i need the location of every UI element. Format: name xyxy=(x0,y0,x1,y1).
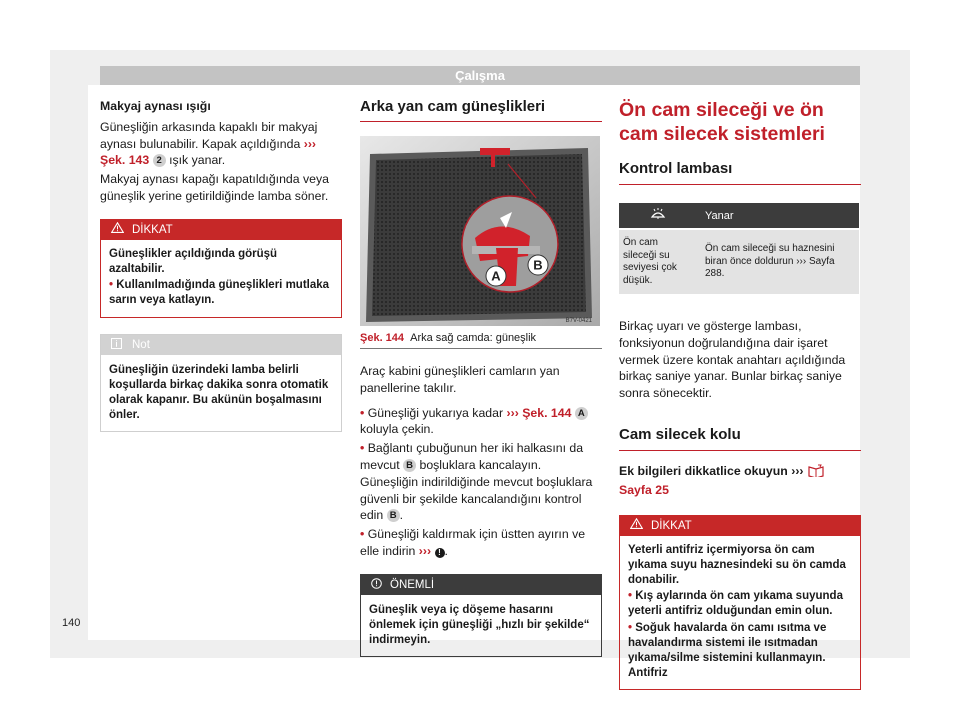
lamp-paragraph: Birkaç uyarı ve gösterge lambası, fonksiyonun doğrulandığına dair işaret vermek üzere kontak anahtarı açıldığında birkaç saniye yanar. Bunlar birkaç saniye sonra sönecektir. xyxy=(619,319,846,401)
column-1 xyxy=(100,98,342,432)
warning-body xyxy=(101,240,341,317)
bullet-icon: • xyxy=(109,279,114,292)
step-2: • Bağlantı çubuğunun her iki halkasını da mevcut B boşluklara kancalayın. Güneşliğin indirildiğinde mevcut boşluklara güvenli bir şekilde kancalandığını kontrol edin B . xyxy=(360,441,593,523)
warning-label: DİKKAT xyxy=(132,223,173,236)
figure-label-b: B xyxy=(533,257,543,273)
control-lamp-table xyxy=(619,203,859,294)
wiper-lever-subtitle: Cam silecek kolu xyxy=(619,426,861,451)
warning-header xyxy=(101,220,341,240)
page-number: 140 xyxy=(62,617,81,629)
figure-caption xyxy=(360,332,602,349)
sunshade-intro: Araç kabini güneşlikleri camların yan panellerine takılır. xyxy=(360,364,560,395)
step-text: Güneşliği kaldırmak için üstten ayırın ve elle indirin xyxy=(360,527,586,558)
caption-text: Arka sağ camda: güneşlik xyxy=(410,332,537,344)
reference-link[interactable]: ››› xyxy=(418,543,432,558)
washer-fluid-icon xyxy=(619,203,697,229)
bullet-icon: • xyxy=(628,590,633,603)
info-text: Ek bilgileri dikkatlice okuyun xyxy=(619,463,788,478)
caption-figure-number: Şek. 144 xyxy=(360,332,405,344)
table-header-status: Yanar xyxy=(697,203,859,229)
action-text: Ön cam sileceği su haznesini biran önce doldurun xyxy=(705,243,835,267)
additional-info-line xyxy=(619,463,861,499)
step-text: boşluklara kancalayın. Güneşliğin indirildiğinde mevcut boşluklara güvenli bir şekilde kancalandığını kontrol edin xyxy=(360,457,593,523)
callout-letter: B xyxy=(387,509,400,522)
column-2 xyxy=(360,98,602,657)
vanity-mirror-title: Makyaj aynası ışığı xyxy=(100,99,211,113)
callout-number: 2 xyxy=(153,154,166,167)
warning-bullet xyxy=(628,621,852,682)
bullet-icon: • xyxy=(360,405,365,420)
callout-letter: A xyxy=(575,407,588,420)
table-cell-action xyxy=(697,229,859,294)
important-header xyxy=(361,575,601,595)
important-box xyxy=(360,574,602,658)
note-body: Güneşliğin üzerindeki lamba belirli koşullarda birkaç dakika sonra otomatik olarak kapanır. Bu akünün boşalmasını önler. xyxy=(109,363,329,422)
step-1 xyxy=(360,405,602,439)
bullet-icon: • xyxy=(360,441,365,456)
warning-box xyxy=(100,219,342,318)
paragraph-text: ışık yanar. xyxy=(169,153,226,168)
table-header-row xyxy=(619,203,859,229)
page-reference-link[interactable]: Sayfa 25 xyxy=(619,482,669,497)
caution-circle-icon xyxy=(371,576,382,596)
step-text: Bağlantı çubuğunun her iki halkasını da mevcut xyxy=(360,441,584,472)
warning-bullet-text: Kış aylarında ön cam yıkama suyunda yeterli antifriz olduğundan emin olun. xyxy=(628,590,843,618)
warning-triangle-icon xyxy=(630,516,643,536)
step-3: • Güneşliği kaldırmak için üstten ayırın ve elle indirin ››› ! . xyxy=(360,527,586,558)
info-icon xyxy=(111,336,122,356)
sunshade-illustration xyxy=(360,136,600,326)
bullet-icon: • xyxy=(628,621,633,634)
book-icon xyxy=(807,464,825,482)
section-title: Ön cam sileceği ve ön cam silecek sistemleri xyxy=(619,99,825,145)
important-label: ÖNEMLİ xyxy=(390,578,435,591)
warning-box-wiper xyxy=(619,515,861,691)
callout-letter: B xyxy=(403,459,416,472)
note-box xyxy=(100,334,342,433)
attention-icon: ! xyxy=(435,548,445,558)
warning-text: Yeterli antifriz içermiyorsa ön cam yıkama suyu haznesindeki su ön camda donabilir. xyxy=(628,543,846,586)
figure-label-a: A xyxy=(491,268,501,284)
column-3 xyxy=(619,98,861,690)
figure-reference-link[interactable]: ››› Şek. 143 xyxy=(100,136,317,168)
warning-bullet-text: Soğuk havalarda ön camı ısıtma ve havalandırma sistemi ile ısıtmadan yıkama/silme sistemini kullanmayın. Antifriz xyxy=(628,621,827,680)
reference-link[interactable]: ››› xyxy=(791,463,804,478)
sunshade-figure xyxy=(360,136,600,326)
note-label: Not xyxy=(132,338,150,351)
table-cell-condition: Ön cam sileceği su seviyesi çok düşük. xyxy=(619,229,697,294)
vanity-mirror-paragraph-2: Makyaj aynası kapağı kapatıldığında veya güneşlik yerine getirildiğinde lamba söner. xyxy=(100,172,329,203)
rear-sunshade-title: Arka yan cam güneşlikleri xyxy=(360,98,602,122)
vanity-mirror-paragraph-1 xyxy=(100,119,342,169)
important-body: Güneşlik veya iç döşeme hasarını önlemek için güneşliği „hızlı bir şekilde“ indirmeyin. xyxy=(369,603,590,647)
warning-bullet xyxy=(628,589,852,619)
warning-text: Güneşlikler açıldığında görüşü azaltabilir. xyxy=(109,247,278,275)
warning-label: DİKKAT xyxy=(651,519,692,532)
warning-bullet-text: Kullanılmadığında güneşlikleri mutlaka sarın veya katlayın. xyxy=(109,279,330,307)
table-row xyxy=(619,229,859,294)
control-lamp-subtitle: Kontrol lambası xyxy=(619,160,861,185)
figure-reference-link[interactable]: ››› Şek. 144 xyxy=(506,405,572,420)
warning-bullet xyxy=(109,278,333,308)
step-text: Güneşliği yukarıya kadar xyxy=(367,405,504,420)
section-header: Çalışma xyxy=(100,66,860,85)
figure-code: B7V-0421 xyxy=(565,318,592,324)
warning-body xyxy=(620,536,860,690)
page-reference-link[interactable]: ››› Sayfa 288. xyxy=(705,255,835,280)
note-header xyxy=(101,335,341,355)
step-text: koluyla çekin. xyxy=(360,422,434,437)
bullet-icon: • xyxy=(360,527,365,542)
warning-triangle-icon xyxy=(111,220,124,240)
paragraph-text: Güneşliğin arkasında kapaklı bir makyaj aynası bulunabilir. Kapak açıldığında xyxy=(100,119,318,151)
warning-header xyxy=(620,516,860,536)
